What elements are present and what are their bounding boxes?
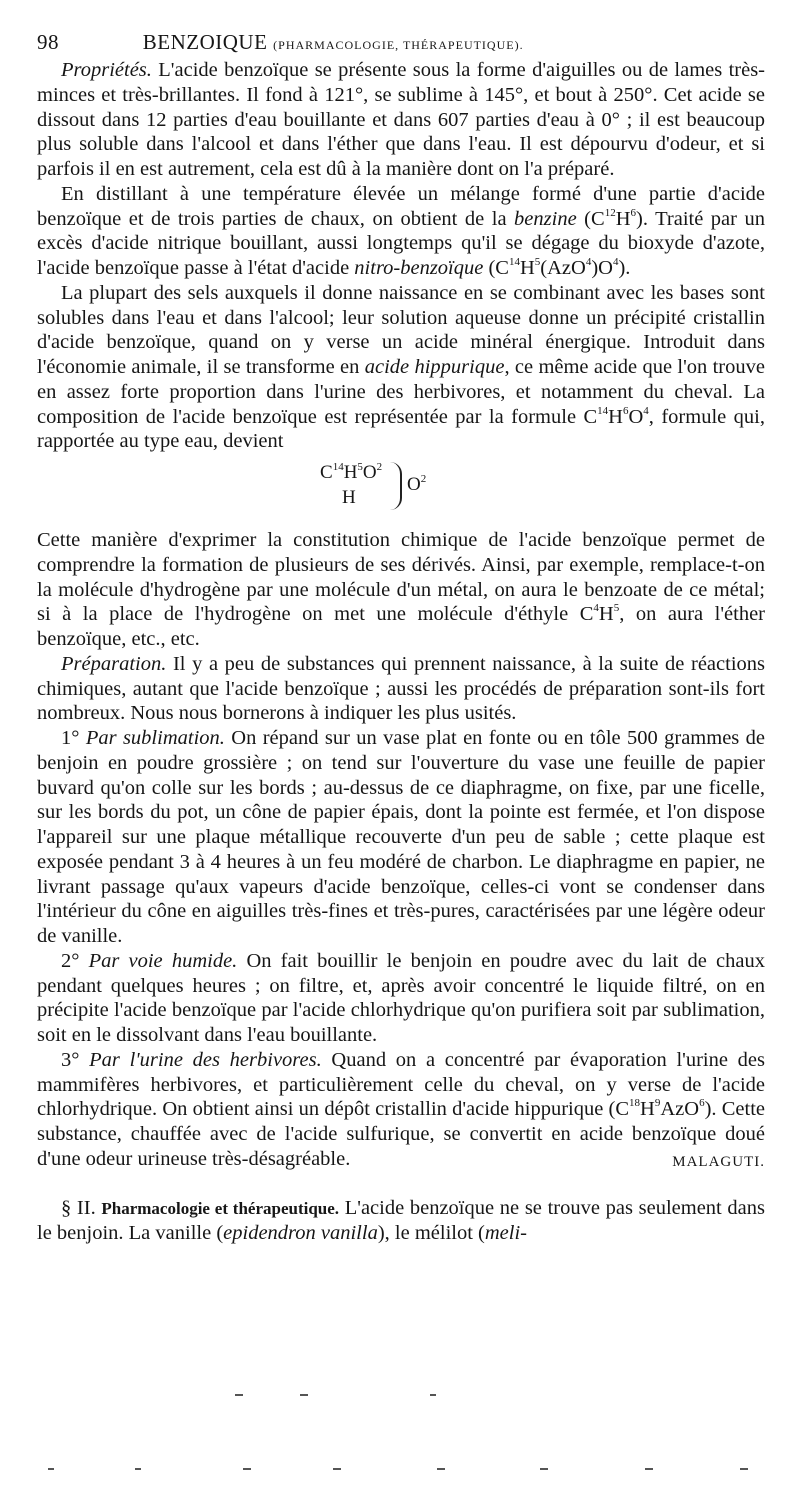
page-number: 98 (37, 30, 59, 54)
paragraph-distillation: En distillant à une température élevée un mélange formé d'une partie d'acide benzoïque et de trois parties de chaux, on obtient de la benzine $(C^{12}H^6)$. Traité par un excès d'acide nitrique bouillant, aussi longtemps qu'il se dégage du bioxyde d'azote, l'acide benzoïque passe à l'état d'acide nitro-benzoïque $(C^{14}H^5(AzO^4)O^4)$. (37, 182, 765, 279)
author-signature: MALAGUTI. (672, 1153, 765, 1170)
paragraph-salts: La plupart des sels auxquels il donne naissance en se combinant avec les bases sont solubles dans l'eau et dans l'alcool; leur solution aqueuse donne un précipité cristallin d'acide benzoïque, quand on y verse un acide minéral énergique. Introduit dans l'économie animale, il se transforme en acide hippurique, ce même acide que l'on trouve en assez forte proportion dans l'urine des herbivores, et notamment du cheval. La composition de l'acide benzoïque est représentée par la formule $C^{14}H^6O^4$, formule qui, rapportée au type eau, devient (37, 281, 765, 453)
section-heading: Pharmacologie et thérapeutique. (101, 1198, 340, 1218)
header-section: (PHARMACOLOGIE, THÉRAPEUTIQUE). (273, 38, 524, 52)
scan-artifacts (0, 1380, 800, 1480)
scan-mark (300, 1394, 308, 1396)
body-text (37, 58, 765, 1246)
paragraph-constitution: Cette manière d'exprimer la constitution chimique de l'acide benzoïque permet de comprendre la formation de plusieurs de ses dérivés. Ainsi, par exemple, remplace-t-on la molécule d'hydrogène par une molécule d'un métal, on aura le benzoate de ce métal; si à la place de l'hydrogène on met une molécule d'éthyle $C^4H^5$, on aura l'éther benzoïque, etc., etc. (37, 529, 765, 650)
scan-mark (540, 1468, 548, 1470)
paragraph-wet-method: 2° Par voie humide. On fait bouillir le benjoin en poudre avec du lait de chaux pendant quelques heures ; on filtre, et, après avoir concentré le liquide filtré, on en précipite l'acide benzoïque par l'acide chlorhydrique qu'on purifiera soit par sublimation, soit en le dissolvant dans l'eau bouillante. (37, 949, 765, 1046)
scan-mark (48, 1468, 54, 1470)
formula-line-1: $C^{14}H^5O^2$ (320, 460, 383, 483)
formula-oxygen: $O^2$ (407, 472, 427, 495)
scan-mark (243, 1468, 251, 1470)
header-title: BENZOIQUE (142, 30, 268, 54)
formula-line-2: H (342, 487, 356, 508)
scan-mark (235, 1394, 243, 1396)
paragraph-sublimation: 1° Par sublimation. On répand sur un vase plat en fonte ou en tôle 500 grammes de benjoin en poudre grossière ; on tend sur l'ouverture du vase une feuille de papier buvard qu'on colle sur les bords ; au-dessus de ce diaphragme, on fixe, par une ficelle, sur les bords du pot, un cône de papier épais, dont la pointe est fermée, et l'on dispose l'appareil sur une plaque métallique recouverte d'un peu de sable ; cette plaque est exposée pendant 3 à 4 heures à un feu modéré de charbon. Le diaphragme en papier, ne livrant passage qu'aux vapeurs d'acide benzoïque, celles-ci vont se condenser dans l'intérieur du cône en aiguilles très-fines et très-pures, caractérisées par une légère odeur de vanille. (37, 727, 765, 947)
scan-mark (740, 1468, 748, 1470)
scan-mark (437, 1468, 445, 1470)
section-pharmacology: § II. Pharmacologie et thérapeutique. L'acide benzoïque ne se trouve pas seulement dans le benjoin. La vanille (epidendron vanilla), le mélilot (meli- (37, 1196, 765, 1245)
scan-mark (430, 1394, 436, 1396)
scan-mark (645, 1468, 653, 1470)
paragraph-urine: 3° Par l'urine des herbivores. Quand on a concentré par évaporation l'urine des mammifères herbivores, et particulièrement celle du cheval, on y verse de l'acide chlorhydrique. On obtient ainsi un dépôt cristallin d'acide hippurique $(C^{18}H^9AzO^6)$. Cette substance, chauffée avec de l'acide sulfurique, se convertit en acide benzoïque doué d'une odeur urineuse très-désagréable. MALAGUTI. (37, 1048, 765, 1172)
scan-mark (333, 1468, 341, 1470)
paragraph-lead: Propriétés. (61, 59, 152, 81)
running-header (37, 30, 777, 60)
chemical-formula (37, 454, 765, 528)
scan-mark (135, 1468, 141, 1470)
paragraph-preparation: Préparation. Il y a peu de substances qui prennent naissance, à la suite de réactions chimiques, autant que l'acide benzoïque ; aussi les procédés de préparation sont-ils fort nombreux. Nous nous bornerons à indiquer les plus usités. (37, 652, 765, 725)
formula-brace (390, 462, 402, 510)
paragraph-properties: Propriétés. L'acide benzoïque se présente sous la forme d'aiguilles ou de lames très-minces et très-brillantes. Il fond à 121°, se sublime à 145°, et bout à 250°. Cet acide se dissout dans 12 parties d'eau bouillante et dans 607 parties d'eau à 0° ; il est beaucoup plus soluble dans l'alcool et dans l'éther que dans l'eau. Il est dépourvu d'odeur, et si parfois il en est autrement, cela est dû à la manière dont on l'a préparé. (37, 59, 765, 180)
